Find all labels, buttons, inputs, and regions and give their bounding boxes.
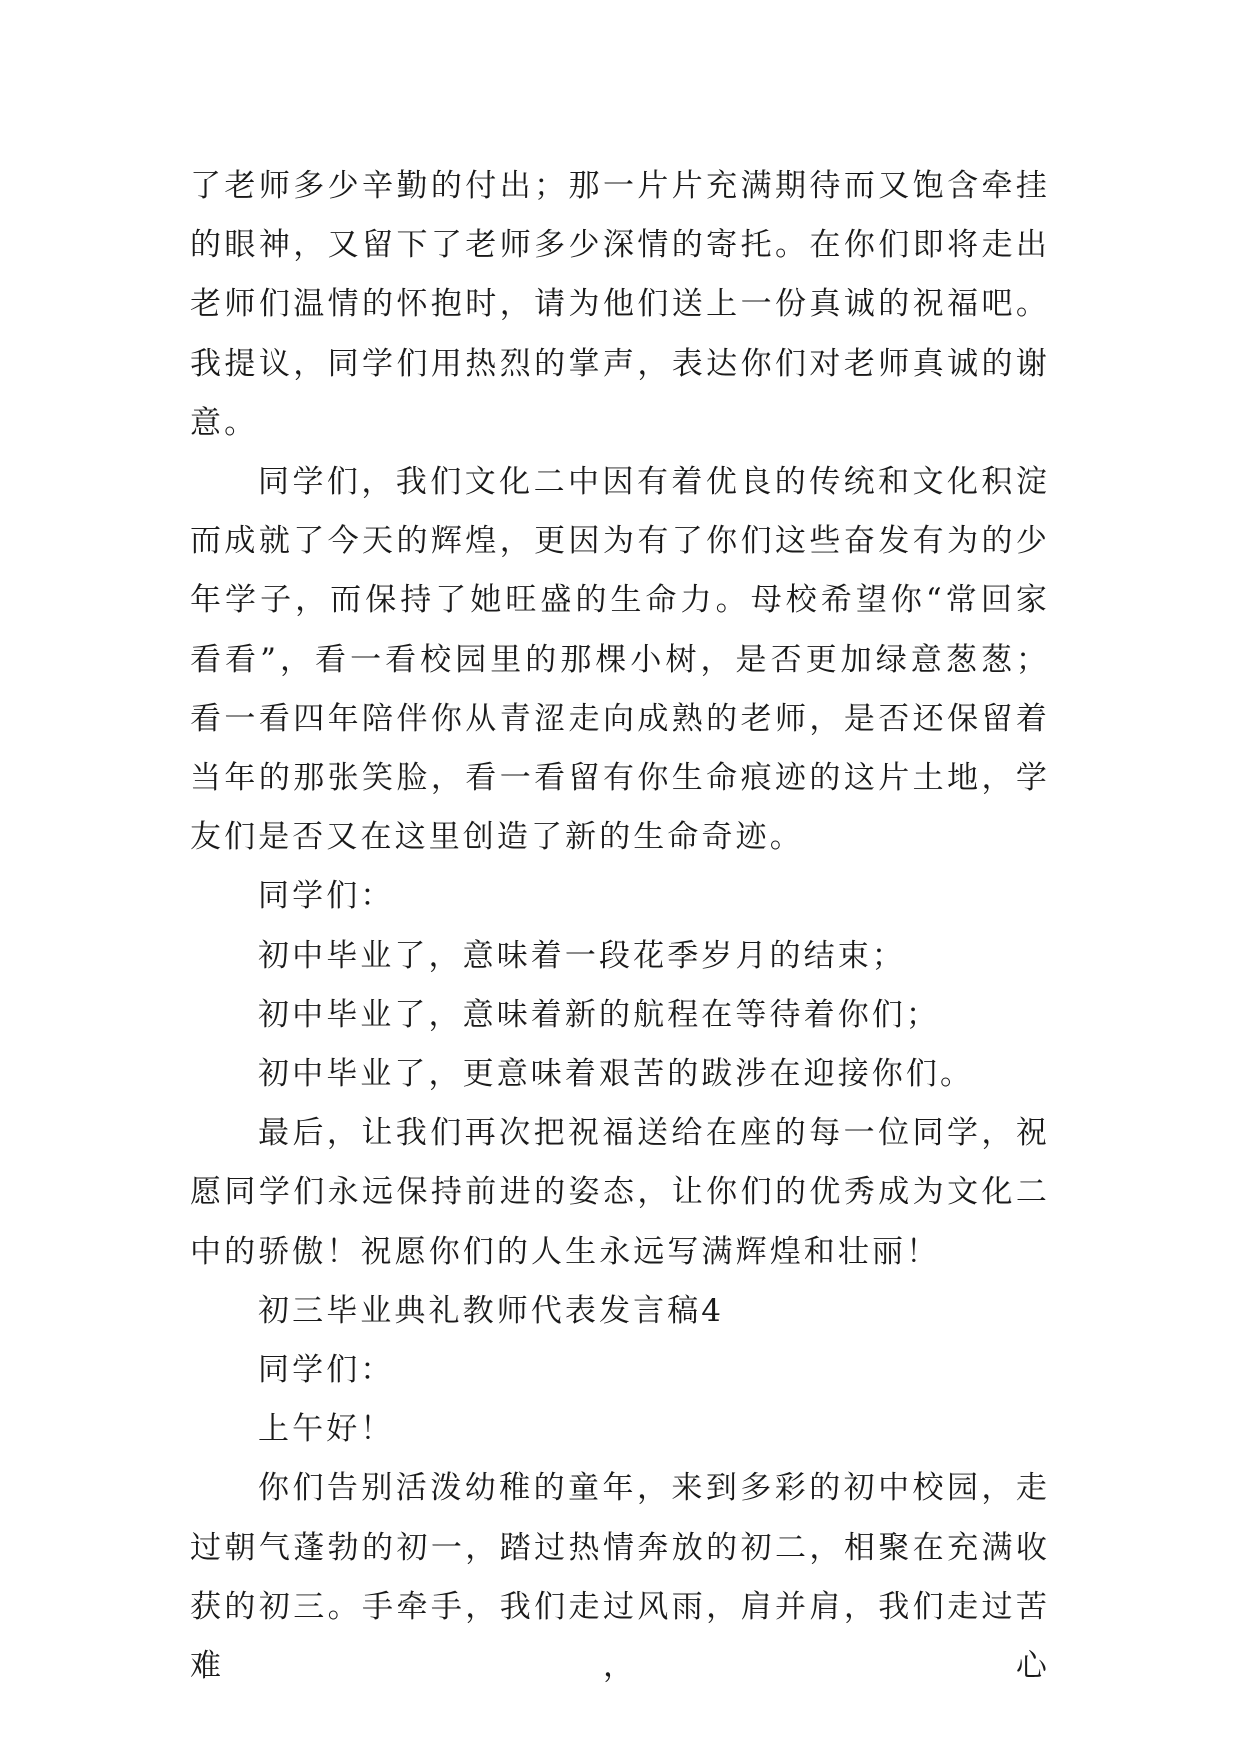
paragraph: 同学们，我们文化二中因有着优良的传统和文化积淀而成就了今天的辉煌，更因为有了你们这些奋发有为的少年学子，而保持了她旺盛的生命力。母校希望你“常回家看看”，看一看校园里的那棵小树，是否更加绿意葱葱；看一看四年陪伴你从青涩走向成熟的老师，是否还保留着当年的那张笑脸，看一看留有你生命痕迹的这片土地，学友们是否又在这里创造了新的生命奇迹。 — [190, 464, 1050, 856]
paragraph: 最后，让我们再次把祝福送给在座的每一位同学，祝愿同学们永远保持前进的姿态，让你们的优秀成为文化二中的骄傲！祝愿你们的人生永远写满辉煌和壮丽！ — [190, 1115, 1050, 1270]
paragraph: 你们告别活泼幼稚的童年，来到多彩的初中校园，走过朝气蓬勃的初一，踏过热情奔放的初二，相聚在充满收获的初三。手牵手，我们走过风雨，肩并肩，我们走过苦难，心 — [190, 1470, 1050, 1685]
paragraph: 同学们： — [258, 878, 395, 915]
greeting: 上午好！ — [258, 1411, 395, 1448]
paragraph: 初中毕业了，意味着一段花季岁月的结束； — [258, 937, 906, 974]
paragraph: 初中毕业了，意味着新的航程在等待着你们； — [258, 996, 940, 1033]
section-heading: 初三毕业典礼教师代表发言稿4 — [258, 1292, 725, 1329]
document-body — [190, 157, 1050, 1696]
salutation: 同学们： — [258, 1352, 395, 1389]
paragraph: 初中毕业了，更意味着艰苦的跋涉在迎接你们。 — [258, 1056, 975, 1093]
paragraph: 了老师多少辛勤的付出；那一片片充满期待而又饱含牵挂的眼神，又留下了老师多少深情的寄托。在你们即将走出老师们温情的怀抱时，请为他们送上一份真诚的祝福吧。我提议，同学们用热烈的掌声，表达你们对老师真诚的谢意。 — [190, 168, 1050, 441]
